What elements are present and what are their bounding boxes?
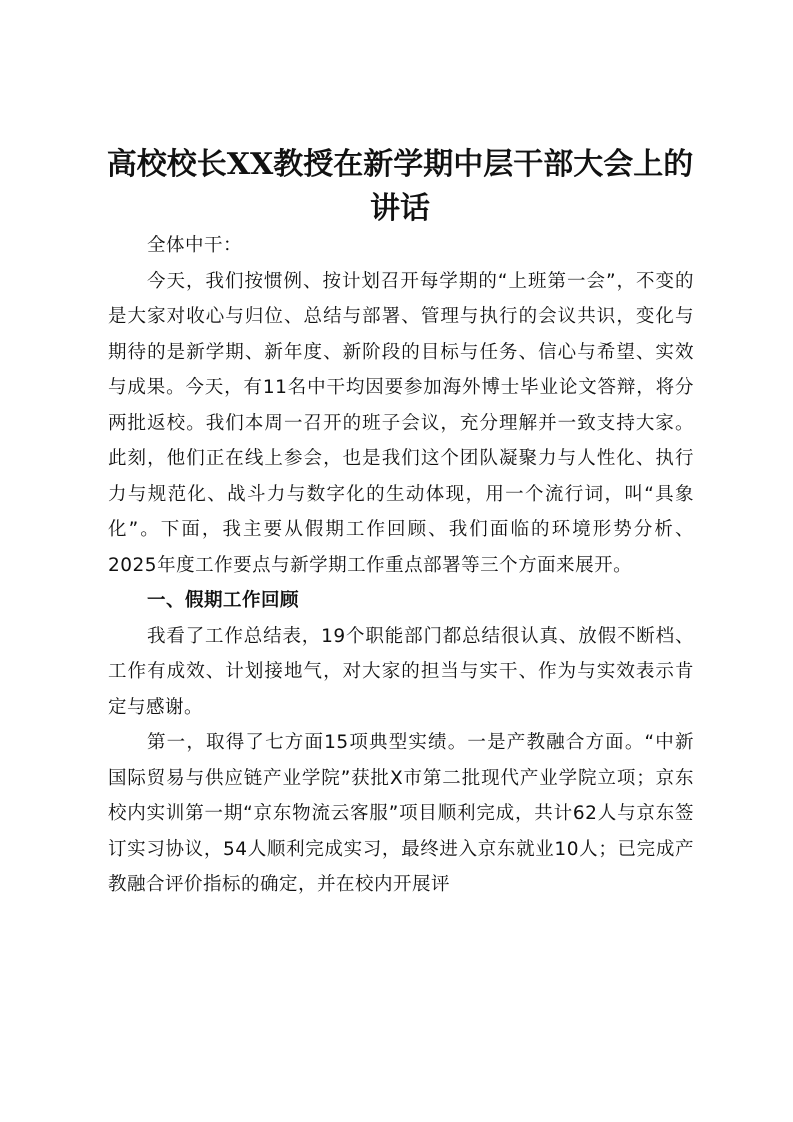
section1-paragraph-1: 我看了工作总结表，19个职能部门都总结很认真、放假不断档、工作有成效、计划接地气，对大家的担当与实干、作为与实效表示肯定与感谢。 bbox=[108, 625, 694, 718]
document-title-line-1: 高校校长XX教授在新学期中层干部大会上的 bbox=[106, 147, 694, 182]
section-heading-1: 一、假期工作回顾 bbox=[147, 590, 300, 611]
document-body bbox=[108, 228, 694, 903]
section1-paragraph-2: 第一，取得了七方面15项典型实绩。一是产教融合方面。“中新国际贸易与供应链产业学院”获批X市第二批现代产业学院立项；京东校内实训第一期“京东物流云客服”项目顺利完成，共计62人与京东签订实习协议，54人顺利完成实习，最终进入京东就业10人；已完成产教融合评价指标的确定，并在校内开展评 bbox=[108, 732, 694, 895]
salutation: 全体中干： bbox=[147, 235, 243, 256]
document-title-line-2: 讲话 bbox=[370, 191, 430, 226]
intro-paragraph: 今天，我们按惯例、按计划召开每学期的“上班第一会”，不变的是大家对收心与归位、总结与部署、管理与执行的会议共识，变化与期待的是新学期、新年度、新阶段的目标与任务、信心与希望、实效与成果。今天，有11名中干均因要参加海外博士毕业论文答辩，将分两批返校。我们本周一召开的班子会议，充分理解并一致支持大家。此刻，他们正在线上参会，也是我们这个团队凝聚力与人性化、执行力与规范化、战斗力与数字化的生动体现，用一个流行词，叫“具象化”。下面，我主要从假期工作回顾、我们面临的环境形势分析、2025年度工作要点与新学期工作重点部署等三个方面来展开。 bbox=[108, 270, 694, 576]
